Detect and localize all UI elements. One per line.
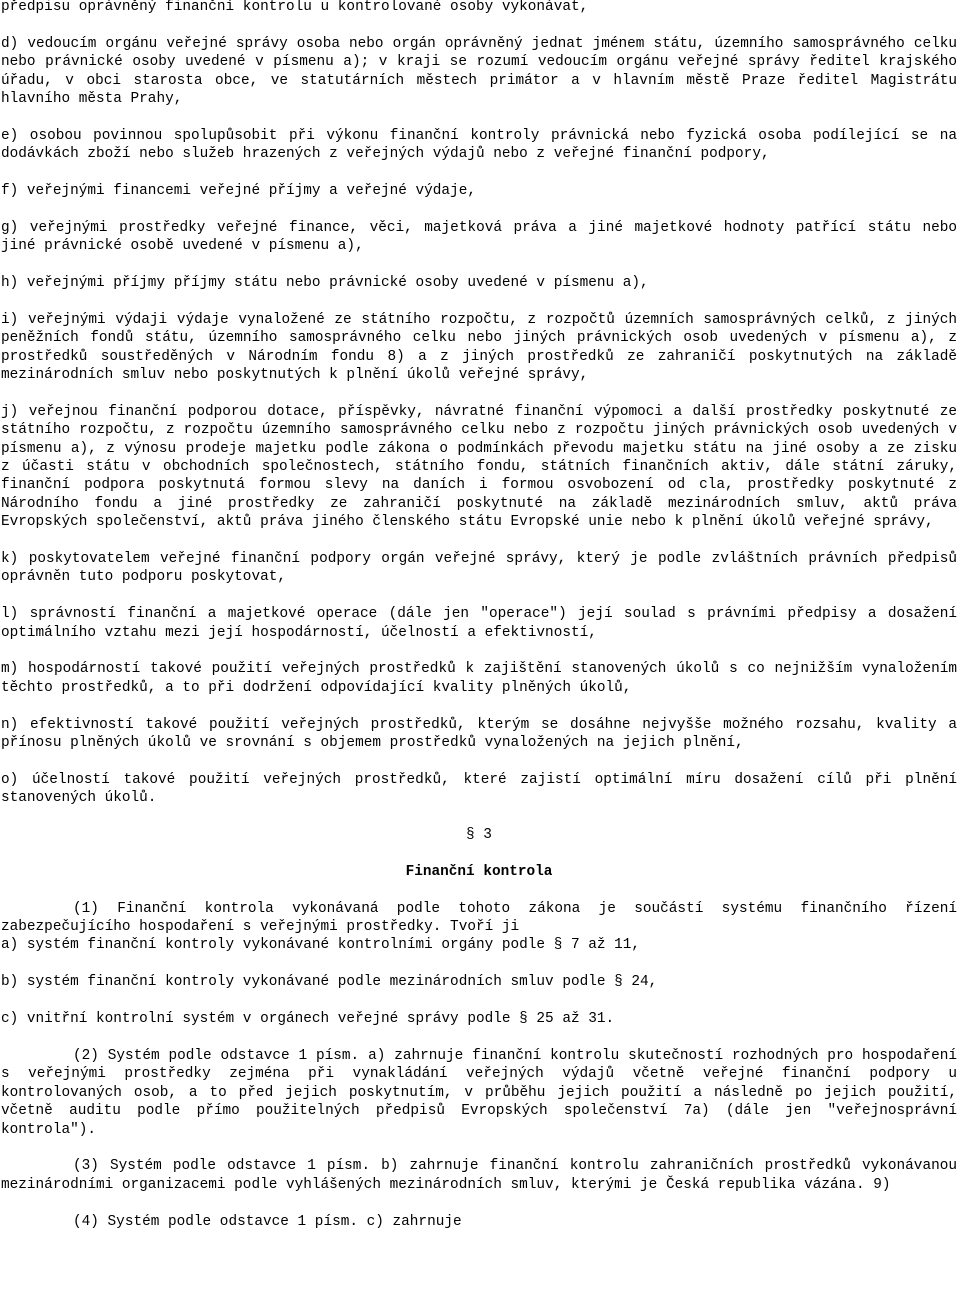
clause-i: i) veřejnými výdaji výdaje vynaložené ze státního rozpočtu, z rozpočtů územních samosprávných celků, z jiných peněžních fondů státu, územního samosprávného celku nebo jiných právnických osob uvedených v písmenu a), z prostředků soustředěných v Národním fondu 8) a z jiných prostředků ze zahraničí poskytnutých na základě mezinárodních smluv nebo poskytnutých k plnění úkolů veřejné správy, xyxy=(1,311,957,384)
clause-j: j) veřejnou finanční podporou dotace, příspěvky, návratné finanční výpomoci a další prostředky poskytnuté ze státního rozpočtu, z rozpočtu územního samosprávného celku nebo z rozpočtu jiných právnických osob uvedených v písmenu a), z výnosu prodeje majetku podle zákona o podmínkách převodu majetku státu na jiné osoby a ze zisku z účasti státu v obchodních společnostech, státního fondu, státních finančních aktiv, dále státní záruky, finanční podpora poskytnutá formou slevy na daních i formou osvobození od cla, prostředky poskytnuté z Národního fondu a jiné prostředky ze zahraničí poskytnuté na základě mezinárodních smluv, aktů práva Evropských společenství, aktů práva jiného členského státu Evropské unie nebo k plnění úkolů veřejné správy, xyxy=(1,403,957,531)
paragraph-1-intro: (1) Finanční kontrola vykonávaná podle tohoto zákona je součástí systému finančního řízení zabezpečujícího hospodaření s veřejnými prostředky. Tvoří ji xyxy=(1,900,957,936)
paragraph-3: (3) Systém podle odstavce 1 písm. b) zahrnuje finanční kontrolu zahraničních prostředků vykonávanou mezinárodními organizacemi podle vyhlášených mezinárodních smluv, kterými je Česká republika vázána. 9) xyxy=(1,1158,957,1193)
clause-k: k) poskytovatelem veřejné finanční podpory orgán veřejné správy, který je podle zvláštních právních předpisů oprávněn tuto podporu poskytovat, xyxy=(1,551,957,586)
clause-l: l) správností finanční a majetkové operace (dále jen "operace") její soulad s právními předpisy a dosažení optimálního vztahu mezi její hospodárností, účelností a efektivností, xyxy=(1,606,957,641)
paragraph-1-item-a: a) systém finanční kontroly vykonávané kontrolními orgány podle § 7 až 11, xyxy=(1,937,641,954)
paragraph-4: (4) Systém podle odstavce 1 písm. c) zahrnuje xyxy=(73,1213,462,1230)
clause-e: e) osobou povinnou spolupůsobit při výkonu finanční kontroly právnická nebo fyzická osoba podílející se na dodávkách zboží nebo služeb hrazených z veřejných výdajů nebo z veřejné finanční podpory, xyxy=(1,127,957,163)
clause-n: n) efektivností takové použití veřejných prostředků, kterým se dosáhne nejvyšše možného rozsahu, kvality a přínosu plněných úkolů ve srovnání s objemem prostředků vynaložených na jejich plnění, xyxy=(1,716,957,752)
paragraph-2: (2) Systém podle odstavce 1 písm. a) zahrnuje finanční kontrolu skutečností rozhodných pro hospodaření s veřejnými prostředky zejména při vynakládání veřejných výdajů včetně veřejné finanční podpory u kontrolovaných osob, a to před jejich poskytnutím, v průběhu jejich použití a následně po jejich použití, včetně auditu podle přímo použitelných předpisů Evropských společenství 7a) (dále jen "veřejnosprávní kontrola"). xyxy=(1,1047,957,1138)
paragraph-1-item-b: b) systém finanční kontroly vykonávané podle mezinárodních smluv podle § 24, xyxy=(1,974,658,991)
clause-g: g) veřejnými prostředky veřejné finance, věci, majetková práva a jiné majetkové hodnoty patřící státu nebo jiné právnické osobě uvedené v písmenu a), xyxy=(1,219,957,255)
clause-m: m) hospodárností takové použití veřejných prostředků k zajištění stanovených úkolů s co nejnižším vynaložením těchto prostředků, a to při dodržení odpovídající kvality plněných úkolů, xyxy=(1,661,957,696)
clause-d: d) vedoucím orgánu veřejné správy osoba nebo orgán oprávněný jednat jménem státu, územního samosprávného celku nebo právnické osoby uvedené v písmenu a); v kraji se rozumí vedoucím orgánu veřejné správy ředitel krajského úřadu, v obci starosta obce, ve statutárních městech primátor a v hlavním městě Praze ředitel Magistrátu hlavního města Prahy, xyxy=(1,35,957,108)
clause-f: f) veřejnými financemi veřejné příjmy a veřejné výdaje, xyxy=(1,183,476,200)
clause-c-tail: předpisu oprávněný finanční kontrolu u kontrolované osoby vykonávat, xyxy=(1,0,589,15)
document-page xyxy=(1,0,957,1249)
section-title: Finanční kontrola xyxy=(405,863,553,880)
paragraph-1-item-c: c) vnitřní kontrolní systém v orgánech veřejné správy podle § 25 až 31. xyxy=(1,1011,615,1028)
clause-h: h) veřejnými příjmy příjmy státu nebo právnické osoby uvedené v písmenu a), xyxy=(1,275,649,292)
clause-o: o) účelností takové použití veřejných prostředků, které zajistí optimální míru dosažení cílů při plnění stanovených úkolů. xyxy=(1,771,957,807)
section-number: § 3 xyxy=(466,827,492,844)
